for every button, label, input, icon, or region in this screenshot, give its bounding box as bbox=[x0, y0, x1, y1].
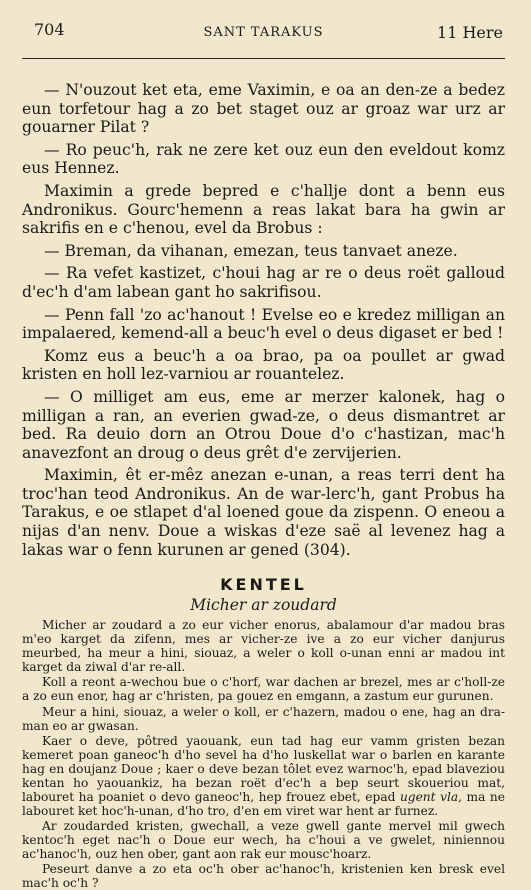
text-run: , ma ne labouret ket hoc'h-unan, d'ho tro, d'en em viret war hent ar furnez. bbox=[22, 789, 505, 818]
main-text bbox=[22, 81, 505, 559]
lesson-text bbox=[22, 618, 505, 890]
paragraph: — Breman, da vihanan, emezan, teus tanvaet aneze. bbox=[44, 241, 458, 260]
paragraph: Maximin, êt er-mêz anezan e-unan, a reas terri dent ha troc'han teod Andronikus. An de war-lerc'h, gant Probus ha Tarakus, e oe stlapet d'al loened goue da zispenn. O eneou a nijas d'an nenv. Doue a wiskas d'eze saë al levenez hag a lakas war o fenn kurunen ar gened (304). bbox=[22, 466, 505, 559]
paragraph: — Penn fall 'zo ac'hanout ! Evelse eo e kredez milligan an impalaered, kemend-all a beuc'h evel o deus digaset er bed ! bbox=[22, 305, 505, 343]
running-title: SANT TARAKUS bbox=[203, 25, 324, 40]
section-subtitle: Micher ar zoudard bbox=[190, 596, 337, 615]
section-heading: KENTEL bbox=[220, 575, 307, 595]
book-page bbox=[0, 14, 531, 890]
paragraph: Maximin a grede bepred e c'hallje dont a benn eus Andronikus. Gourc'hemenn a reas lakat bara ha gwin ar sakrifis en e c'henou, evel da Brobus : bbox=[22, 181, 505, 238]
paragraph: — Ro peuc'h, rak ne zere ket ouz eun den eveldout komz eus Hennez. bbox=[22, 140, 505, 178]
page-number: 704 bbox=[34, 20, 65, 39]
text-run: Kaer o deve, pôtred yaouank, eun tad hag eur vamm gristen bezan kemeret poan ganeoc'h d'ho sevel ha d'ho luskellat war o barlen en karante hag en doujanz Doue ; kaer o deve bezan tôlet evez warnoc'h, epad blaveziou kentan ho yaouankiz, ha bezan roët d'ec'h a bep seurt skoueriou mat, labouret ha poaniet o devo ganeoc'h, hep frouez ebet, epad bbox=[22, 733, 505, 804]
italic-run: ugent vla bbox=[399, 789, 459, 804]
paragraph: — O milliget am eus, eme ar merzer kalonek, hag o milligan a ran, an everien gwad-ze, o deus dismantret ar bed. Ra deuio dorn an Otrou Doue d'o c'hastizan, mac'h anavezfont an droug o deus grêt d'e zervijerien. bbox=[22, 387, 505, 462]
paragraph: — Ra vefet kastizet, c'houi hag ar re o deus roët galloud d'ec'h d'am labean gant ho sakrifisou. bbox=[22, 264, 505, 301]
paragraph: — N'ouzout ket eta, eme Vaximin, e oa an den-ze a bedez eun torfetour hag a zo bet staget ouz ar groaz war urz ar gouarner Pilat ? bbox=[22, 81, 505, 137]
lesson-paragraph: Micher ar zoudard a zo eur vicher enorus, abalamour d'ar madou bras m'eo karget da zifenn, mes ar vicher-ze ive a zo eur vicher danjurus meurbed, ha meur a hini, siouaz, a weler o koll o-unan enni ar madou int karget da ziwal d'ar re-all. bbox=[22, 618, 505, 675]
paragraph: Komz eus a beuc'h a oa brao, pa oa poullet ar gwad kristen en holl lez-varniou ar rouantelez. bbox=[22, 346, 505, 384]
page-header bbox=[22, 14, 505, 59]
lesson-paragraph: Peseurt danve a zo eta oc'h ober ac'hanoc'h, kristenien ken bresk evel mac'h oc'h ? bbox=[22, 862, 505, 890]
lesson-paragraph: Meur a hini, siouaz, a weler o koll, er c'hazern, madou o ene, hag an dra-man eo ar gwasan. bbox=[22, 704, 505, 733]
lesson-paragraph bbox=[22, 734, 505, 818]
page-date: 11 Here bbox=[437, 23, 503, 42]
lesson-paragraph: Koll a reont a-wechou bue o c'horf, war dachen ar brezel, mes ar c'holl-ze a zo eun enor, hag ar c'hristen, pa gouez en emgann, a zastum eur gurunen. bbox=[22, 675, 505, 704]
lesson-paragraph: Ar zoudarded kristen, gwechall, a veze gwell gante mervel mil gwech kentoc'h eget nac'h o Doue eur wech, ha c'houi a ve gwelet, niniennou ac'hanoc'h, ouz hen ober, gant aon rak eur mousc'hoarz. bbox=[22, 818, 505, 861]
